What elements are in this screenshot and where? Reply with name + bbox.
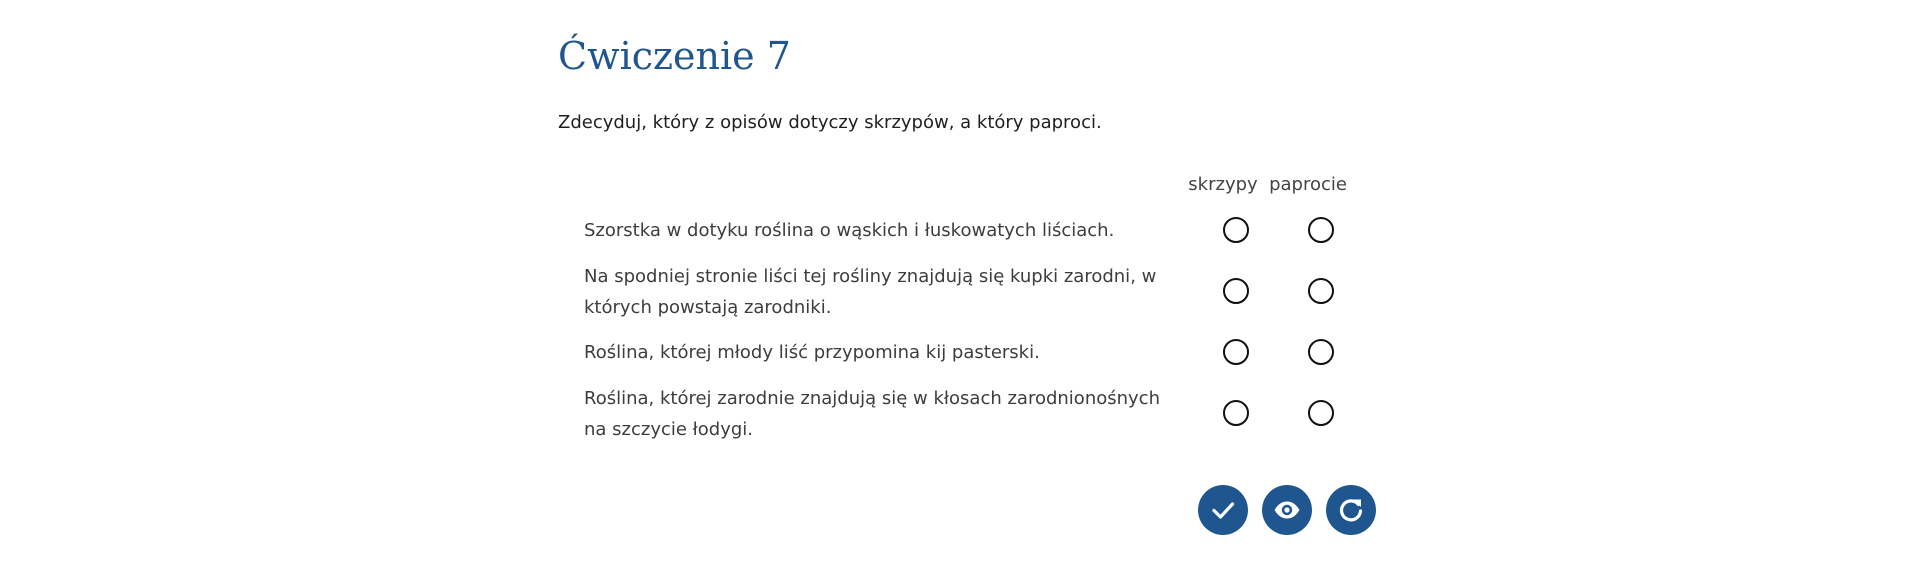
column-header-paprocie: paprocie [1269,174,1347,195]
radio-skrzypy[interactable] [1223,400,1249,426]
question-text: Roślina, której młody liść przypomina kij pasterski. [584,342,1040,363]
radio-skrzypy[interactable] [1223,217,1249,243]
check-icon [1209,496,1237,524]
radio-paprocie[interactable] [1308,278,1334,304]
show-answers-button[interactable] [1262,485,1312,535]
reset-button[interactable] [1326,485,1376,535]
question-text: Roślina, której zarodnie znajdują się w kłosach zarodnionośnych na szczycie łodygi. [584,388,1160,440]
question-text: Szorstka w dotyku roślina o wąskich i łuskowatych liściach. [584,220,1115,241]
check-answers-button[interactable] [1198,485,1248,535]
column-header-skrzypy: skrzypy [1188,174,1258,195]
radio-paprocie[interactable] [1308,400,1334,426]
radio-paprocie[interactable] [1308,339,1334,365]
refresh-icon [1336,495,1366,525]
eye-icon [1272,495,1302,525]
question-text: Na spodniej stronie liści tej rośliny znajdują się kupki zarodni, w których powstają zarodniki. [584,266,1157,318]
radio-paprocie[interactable] [1308,217,1334,243]
exercise-instruction: Zdecyduj, który z opisów dotyczy skrzypów, a który paproci. [558,112,1102,133]
radio-skrzypy[interactable] [1223,278,1249,304]
exercise-title: Ćwiczenie 7 [558,34,791,78]
radio-skrzypy[interactable] [1223,339,1249,365]
